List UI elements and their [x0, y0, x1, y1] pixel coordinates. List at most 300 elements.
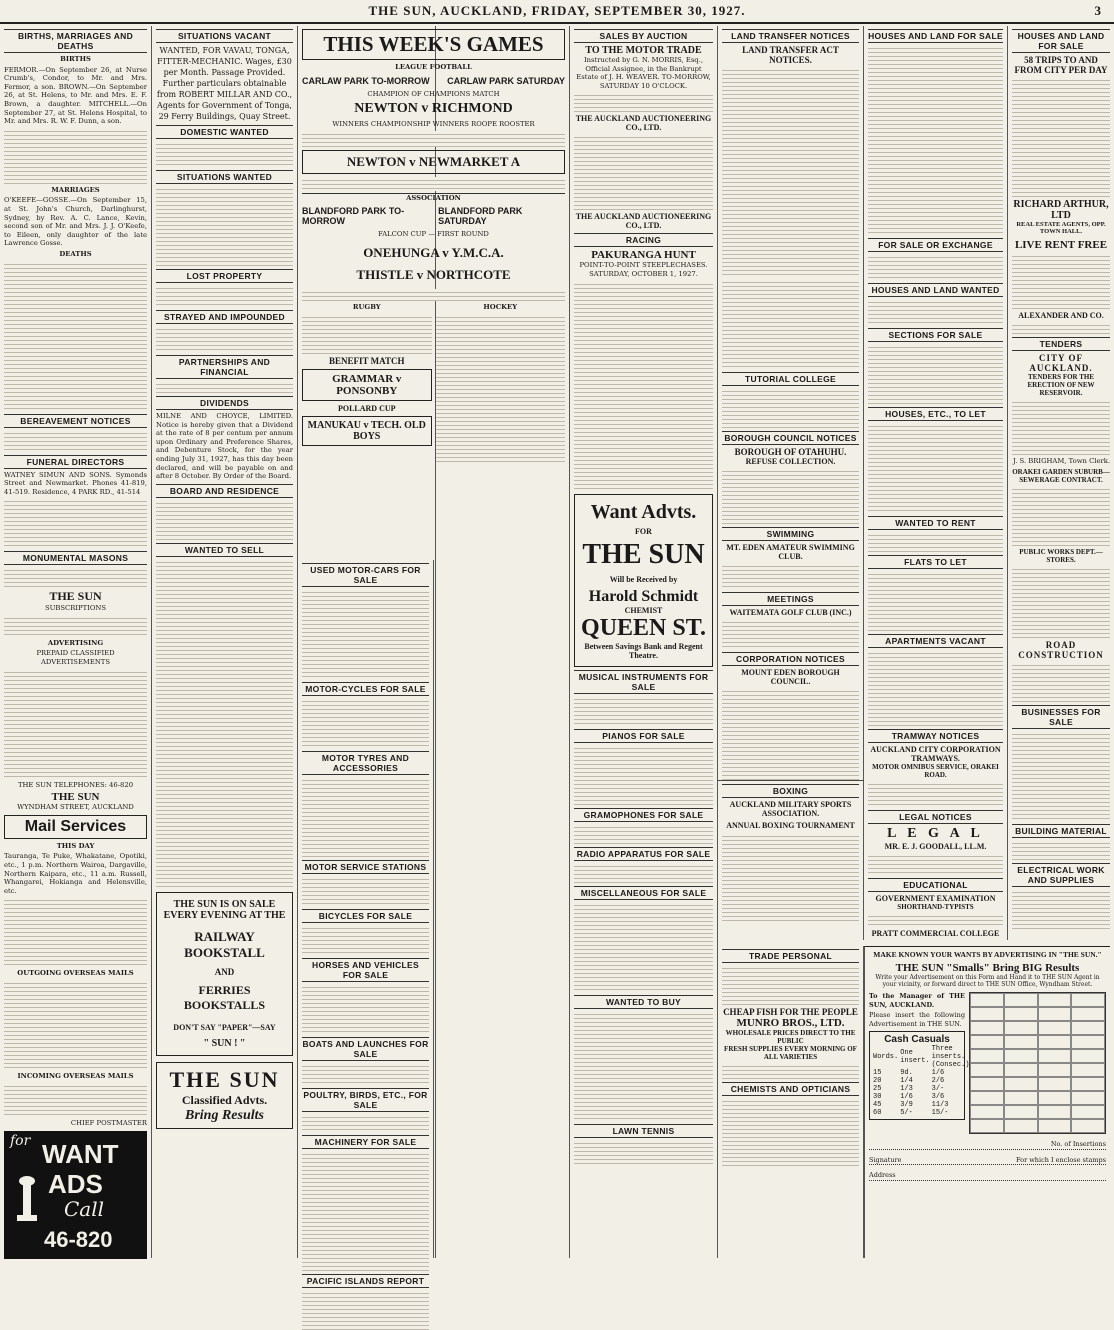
- wanted-rent-heading: WANTED TO RENT: [868, 516, 1003, 530]
- lawn-tennis-text: [574, 1140, 713, 1166]
- golf-club: WAITEMATA GOLF CLUB (INC.): [729, 608, 852, 617]
- rugby-label: RUGBY: [352, 302, 381, 311]
- board-heading: BOARD AND RESIDENCE: [156, 484, 293, 498]
- marriages-label: MARRIAGES: [51, 185, 100, 194]
- wanted-sell-text: [156, 559, 293, 889]
- hockey-text: [436, 314, 566, 464]
- shorthand: SHORTHAND-TYPISTS: [897, 903, 974, 911]
- word-cell[interactable]: [970, 1049, 1004, 1063]
- word-cell[interactable]: [1038, 1021, 1072, 1035]
- cheap-fish: CHEAP FISH FOR THE PEOPLE: [723, 1007, 858, 1017]
- incoming-text: [4, 1083, 147, 1117]
- business-heading: BUSINESSES FOR SALE: [1012, 705, 1110, 729]
- government-exam: GOVERNMENT EXAMINATION: [875, 894, 996, 903]
- rates-row: [872, 1101, 970, 1109]
- tutorial-heading: TUTORIAL COLLEGE: [722, 372, 859, 386]
- smalls-instructions: Write your Advertisement on this Form and Hand it to THE SUN Agent in your vicinity, or forward direct to THE SUN Office, Wyndham Street.: [875, 974, 1100, 988]
- chemists-text: [722, 1098, 859, 1168]
- boxing-block: [718, 780, 864, 940]
- insertions-label: No. of Insertions: [1050, 1140, 1106, 1148]
- smalls-body: [869, 992, 1106, 1134]
- page-number: 3: [1094, 3, 1102, 18]
- houses-let-text: [868, 423, 1003, 513]
- houses-wanted-text: [868, 299, 1003, 325]
- advertising-label: ADVERTISING: [47, 638, 104, 647]
- rate-three: 15/-: [931, 1109, 949, 1118]
- rate-one: 3/9: [900, 1101, 913, 1110]
- funeral-heading: FUNERAL DIRECTORS: [4, 455, 147, 469]
- want-advts-box: [574, 494, 713, 667]
- pakuranga: PAKURANGA HUNT: [591, 249, 696, 262]
- city-auckland: CITY OF AUCKLAND.: [1029, 353, 1093, 373]
- rate-words: 25: [873, 1085, 882, 1094]
- sections-heading: SECTIONS FOR SALE: [868, 328, 1003, 342]
- auction-heading: SALES BY AUCTION: [574, 29, 713, 43]
- word-cell[interactable]: [1071, 1105, 1105, 1119]
- word-cell[interactable]: [1038, 1105, 1072, 1119]
- wanted-sell-heading: WANTED TO SELL: [156, 543, 293, 557]
- wanted-buy-text: [574, 1011, 713, 1121]
- rugby-block: [302, 303, 432, 466]
- word-cell[interactable]: [1004, 1049, 1038, 1063]
- word-cell[interactable]: [1038, 1091, 1072, 1105]
- pacific-text: [302, 1290, 429, 1330]
- alexander: ALEXANDER AND CO.: [1018, 311, 1104, 320]
- word-cell[interactable]: [1071, 1119, 1105, 1133]
- address-line[interactable]: [869, 1171, 1106, 1181]
- legal-text: [868, 853, 1003, 875]
- word-cell[interactable]: [1004, 1063, 1038, 1077]
- rugby-grounds: [302, 314, 432, 354]
- want-advts: Want Advts.: [590, 500, 697, 523]
- horses-heading: HORSES AND VEHICLES FOR SALE: [302, 958, 429, 982]
- match-onehunga: ONEHUNGA v Y.M.C.A.: [363, 244, 504, 260]
- meetings-heading: MEETINGS: [722, 592, 859, 606]
- accessories-text: [302, 777, 429, 857]
- word-cell[interactable]: [1071, 1035, 1105, 1049]
- partnerships-heading: PARTNERSHIPS AND FINANCIAL: [156, 355, 293, 379]
- swimming-text: MT. EDEN AMATEUR SWIMMING CLUB.: [726, 543, 855, 561]
- richard-arthur: RICHARD ARTHUR, LTD: [1013, 199, 1109, 221]
- rate-three: 2/6: [931, 1077, 945, 1086]
- association-details: [302, 289, 565, 301]
- lost-text: [156, 285, 293, 307]
- between-text: Between Savings Bank and Regent Theatre.: [584, 641, 703, 660]
- harold-schmidt: Harold Schmidt: [588, 587, 699, 605]
- word-cell[interactable]: [970, 1077, 1004, 1091]
- word-cell[interactable]: [1038, 1049, 1072, 1063]
- to-manager: To the Manager of THE SUN, AUCKLAND.: [869, 992, 965, 1009]
- telephone-icon: [14, 1173, 40, 1223]
- smalls-panel: [864, 946, 1110, 1258]
- tramway-heading: TRAMWAY NOTICES: [868, 729, 1003, 743]
- railway-bookstall: RAILWAY BOOKSTALL: [184, 928, 265, 960]
- ads-text: ADS: [48, 1169, 103, 1200]
- for-sale-exchange-heading: FOR SALE OR EXCHANGE: [868, 238, 1003, 252]
- for-text: for: [10, 1133, 31, 1150]
- word-cell[interactable]: [1004, 1007, 1038, 1021]
- address-label: Address: [869, 1171, 896, 1180]
- motor-omnibus: MOTOR OMNIBUS SERVICE, ORAKEI ROAD.: [872, 763, 999, 779]
- word-cell[interactable]: [970, 1119, 1004, 1133]
- rate-one: 1/6: [900, 1093, 913, 1102]
- sun-quote: " SUN ! ": [203, 1037, 246, 1049]
- trips: 58 TRIPS TO AND FROM CITY PER DAY: [1014, 55, 1108, 75]
- outgoing-heading: OUTGOING OVERSEAS MAILS: [17, 969, 134, 978]
- rate-words: 45: [873, 1101, 882, 1110]
- strayed-heading: STRAYED AND IMPOUNDED: [156, 310, 293, 324]
- column-6: [864, 26, 1008, 940]
- advertising-sub: PREPAID CLASSIFIED ADVERTISEMENTS: [36, 649, 115, 667]
- houses-sale-heading: HOUSES AND LAND FOR SALE: [868, 31, 1003, 41]
- mail-this-day: THIS DAY: [56, 841, 95, 850]
- word-cell[interactable]: [970, 1105, 1004, 1119]
- pacific-heading: PACIFIC ISLANDS REPORT: [302, 1274, 429, 1288]
- hockey-block: [436, 303, 566, 466]
- column-1: [0, 26, 152, 1258]
- boxing-title: AUCKLAND MILITARY SPORTS ASSOCIATION.: [729, 800, 852, 818]
- public-works: PUBLIC WORKS DEPT.—STORES.: [1019, 547, 1103, 564]
- rate-three: 1/6: [931, 1069, 945, 1078]
- business-text: [1012, 731, 1110, 821]
- borough-heading: BOROUGH COUNCIL NOTICES: [722, 431, 859, 445]
- tramways: AUCKLAND CITY CORPORATION TRAMWAYS.: [870, 745, 1001, 763]
- association-label: ASSOCIATION: [302, 193, 565, 203]
- alexander-text: [1012, 322, 1110, 334]
- masthead-title: THE SUN, AUCKLAND, FRIDAY, SEPTEMBER 30, 1927.: [368, 3, 746, 18]
- word-cell[interactable]: [970, 1035, 1004, 1049]
- boxing-heading: BOXING: [722, 784, 859, 798]
- pakuranga-sub: POINT-TO-POINT STEEPLECHASES. SATURDAY, OCTOBER 1, 1927.: [579, 261, 708, 278]
- incoming-heading: INCOMING OVERSEAS MAILS: [17, 1072, 134, 1080]
- musical-text: [574, 696, 713, 726]
- used-cars-heading: USED MOTOR-CARS FOR SALE: [302, 563, 429, 587]
- fresh-supplies: FRESH SUPPLIES EVERY MORNING OF ALL VARIETIES: [724, 1045, 857, 1061]
- bereavement-heading: BEREAVEMENT NOTICES: [4, 414, 147, 428]
- bicycles-heading: BICYCLES FOR SALE: [302, 909, 429, 923]
- radio-heading: RADIO APPARATUS FOR SALE: [574, 847, 713, 861]
- situations-wanted-heading: SITUATIONS WANTED: [156, 170, 293, 184]
- word-cell[interactable]: [1038, 1007, 1072, 1021]
- boats-heading: BOATS AND LAUNCHES FOR SALE: [302, 1039, 429, 1059]
- motorcycles-heading: MOTOR-CYCLES FOR SALE: [302, 682, 429, 696]
- motor-service-heading: MOTOR SERVICE STATIONS: [302, 860, 429, 874]
- please-insert: Please insert the following Advertisement in THE SUN.: [869, 1011, 965, 1028]
- call-text: Call: [64, 1197, 105, 1222]
- match-thistle: THISTLE v NORTHCOTE: [356, 266, 511, 282]
- match1-note: WINNERS CHAMPIONSHIP WINNERS ROOPE ROOSTER: [332, 120, 535, 129]
- column-5-lower: [718, 946, 864, 1258]
- machinery-heading: MACHINERY FOR SALE: [302, 1135, 429, 1149]
- telephones: THE SUN TELEPHONES: 46-820: [17, 780, 134, 789]
- word-cell[interactable]: [1071, 1091, 1105, 1105]
- wyndham: WYNDHAM STREET, AUCKLAND: [17, 803, 134, 812]
- rates-header: [872, 1045, 970, 1069]
- boxing-text: [722, 833, 859, 923]
- sun-on-sale: THE SUN IS ON SALE EVERY EVENING AT THE: [163, 898, 286, 921]
- monumental-text: [4, 567, 147, 587]
- make-known: MAKE KNOWN YOUR WANTS BY ADVERTISING IN "THE SUN.": [873, 950, 1102, 959]
- rates-row: [872, 1109, 970, 1117]
- word-cell[interactable]: [1004, 1021, 1038, 1035]
- swimming-heading: SWIMMING: [722, 527, 859, 541]
- auctioneers-1: THE AUCKLAND AUCTIONEERING CO., LTD.: [575, 114, 712, 133]
- gramophones-text: [574, 824, 713, 844]
- want-text: WANT: [42, 1139, 119, 1170]
- word-cell[interactable]: [970, 1007, 1004, 1021]
- live-rent-text: [1012, 253, 1110, 309]
- cash-casuals-box: [869, 1031, 970, 1120]
- rate-one: 1/3: [900, 1085, 913, 1094]
- brigham: J. S. BRIGHAM, Town Clerk.: [1013, 457, 1110, 465]
- educational-heading: EDUCATIONAL: [868, 878, 1003, 892]
- word-cell[interactable]: [970, 1091, 1004, 1105]
- corporation-heading: CORPORATION NOTICES: [722, 652, 859, 666]
- lost-heading: LOST PROPERTY: [156, 269, 293, 283]
- subscriptions-text: [4, 615, 147, 637]
- rate-three: 11/3: [931, 1101, 949, 1110]
- word-cell[interactable]: [1038, 993, 1072, 1007]
- word-cell[interactable]: [1071, 1049, 1105, 1063]
- word-cell[interactable]: [1004, 1035, 1038, 1049]
- public-works-text: [1012, 566, 1110, 638]
- educational-text: [868, 913, 1003, 927]
- rates-col-three: Three inserts. (Consec.): [931, 1045, 970, 1070]
- want-ads-call-box: [4, 1131, 147, 1259]
- classified-advts: Classified Advts.: [181, 1092, 268, 1107]
- marriages-text: O'KEEFE—GOSSE.—On September 15, at St. John's Church, Darlinghurst, Sydney, by Rev. A. C. Lance, Kevin, second son of Mr. and Mrs. J. J. O'Keefe, to Eileen, only daughter of the late Lawrence Gosse.: [4, 196, 147, 248]
- blandford-left: BLANDFORD PARK TO-MORROW: [302, 206, 405, 227]
- tenders-heading: TENDERS: [1012, 337, 1110, 351]
- land-title: LAND TRANSFER ACT NOTICES.: [742, 45, 839, 65]
- dont-say: DON'T SAY "PAPER"—SAY: [173, 1022, 276, 1032]
- received-by: Will be Received by: [609, 574, 678, 584]
- partnerships-text: [156, 381, 293, 393]
- pratt-college: PRATT COMMERCIAL COLLEGE: [871, 929, 1000, 938]
- electrical-text: [1012, 889, 1110, 929]
- situations-vacant-text: WANTED, FOR VAVAU, TONGA, FITTER-MECHANIC. Wages, £30 per Month. Passage Provided. Further particulars obtainable from ROBERT MILLAR AND CO., Agents for Government of Tonga, 29 Ferry Buildings, Quay Street.: [156, 46, 293, 121]
- mt-eden-council: MOUNT EDEN BOROUGH COUNCIL.: [741, 668, 840, 686]
- hockey-label: HOCKEY: [483, 302, 518, 311]
- births-text: FERMOR.—On September 26, at Nurse Crumb's, Condor, to Mr. and Mrs. Fermor, a son. BROWN.—On September 26, at St. Helens, to Mr. and Mrs. E. F. Brown, a daughter. MITCHELL.—On September 27, at St. Helens Hospital, to Mr. and Mrs. R. W. F. Dunn, a son.: [4, 65, 147, 126]
- motor-service-text: [302, 876, 429, 906]
- games-heading-box: [302, 29, 565, 60]
- musical-heading: MUSICAL INSTRUMENTS FOR SALE: [574, 670, 713, 694]
- word-cell[interactable]: [1071, 993, 1105, 1007]
- sun-on-sale-box: [156, 892, 293, 1056]
- column-3-classifieds: [298, 560, 434, 1286]
- word-cell[interactable]: [1038, 1035, 1072, 1049]
- bereavement-text: [4, 430, 147, 452]
- live-rent-free: LIVE RENT FREE: [1014, 239, 1108, 251]
- munro-bros: MUNRO BROS., LTD.: [736, 1017, 845, 1029]
- gramophones-heading: GRAMOPHONES FOR SALE: [574, 808, 713, 822]
- rate-one: 5/-: [900, 1109, 913, 1118]
- trips-text: [1012, 77, 1110, 197]
- wholesale: WHOLESALE PRICES DIRECT TO THE PUBLIC: [725, 1029, 856, 1045]
- word-cell[interactable]: [1071, 1063, 1105, 1077]
- houses-sale-text: [868, 45, 1003, 235]
- flats-heading: FLATS TO LET: [868, 555, 1003, 569]
- word-cell[interactable]: [1071, 1021, 1105, 1035]
- the-sun-logo: THE SUN: [169, 1066, 280, 1092]
- falcon-cup: FALCON CUP — FIRST ROUND: [378, 230, 489, 239]
- column-2: [152, 26, 298, 1258]
- road-text: [1012, 662, 1110, 702]
- sun-footer: THE SUN: [51, 791, 100, 804]
- fish-text: [722, 1063, 859, 1079]
- borough-text: [722, 468, 859, 524]
- word-cell[interactable]: [970, 1063, 1004, 1077]
- deaths-label: DEATHS: [59, 249, 92, 258]
- mail-services-heading: Mail Services: [24, 817, 127, 835]
- word-cell[interactable]: [970, 1021, 1004, 1035]
- wanted-buy-heading: WANTED TO BUY: [574, 995, 713, 1009]
- games-heading: THIS WEEK'S GAMES: [323, 32, 544, 56]
- land-text: [722, 67, 859, 277]
- horses-text: [302, 984, 429, 1034]
- want-for: FOR: [635, 526, 652, 536]
- phone-number: 46-820: [44, 1227, 113, 1253]
- match-grammar: GRAMMAR v PONSONBY: [302, 369, 432, 401]
- rates-col-one: One insert.: [900, 1049, 930, 1066]
- mail-services-box: [4, 815, 147, 839]
- ad-word-grid[interactable]: [969, 992, 1106, 1134]
- for-sale-exchange-text: [868, 254, 1003, 280]
- sections-text: [868, 344, 1003, 404]
- pianos-text: [574, 745, 713, 805]
- smalls-left: [869, 992, 970, 1134]
- rates-col-words: Words.: [873, 1053, 899, 1062]
- masthead: [0, 0, 1114, 24]
- enclose-label: For which I enclose stamps: [1016, 1155, 1106, 1164]
- column-4: [570, 26, 718, 1258]
- rates-row: [872, 1069, 970, 1077]
- word-cell[interactable]: [1038, 1119, 1072, 1133]
- signature-line[interactable]: [869, 1156, 1106, 1166]
- rugby-hockey-row: [302, 303, 565, 466]
- flats-text: [868, 571, 1003, 631]
- benefit-match: BENEFIT MATCH: [329, 355, 405, 366]
- poultry-heading: POULTRY, BIRDS, ETC., FOR SALE: [303, 1090, 428, 1110]
- tenders-text: TENDERS FOR THE ERECTION OF NEW RESERVOIR.: [1027, 373, 1095, 397]
- houses-wanted-heading: HOUSES AND LAND WANTED: [868, 283, 1003, 297]
- rates-row: [872, 1093, 970, 1101]
- word-cell[interactable]: [1004, 993, 1038, 1007]
- queen-st: QUEEN ST.: [581, 614, 706, 641]
- building-text: [1012, 840, 1110, 860]
- classified-advts-box: [156, 1062, 293, 1129]
- word-cell[interactable]: [1004, 1091, 1038, 1105]
- radio-text: [574, 863, 713, 883]
- racing-heading: RACING: [574, 233, 713, 247]
- boats-text: [302, 1063, 429, 1085]
- word-cell[interactable]: [1004, 1077, 1038, 1091]
- board-text: [156, 500, 293, 540]
- advertising-text: [4, 669, 147, 779]
- funeral-more: [4, 498, 147, 548]
- births-more: [4, 128, 147, 184]
- machinery-text: [302, 1151, 429, 1271]
- dividends-heading: DIVIDENDS: [156, 396, 293, 410]
- rate-words: 30: [873, 1093, 882, 1102]
- carlaw-left: CARLAW PARK TO-MORROW: [302, 75, 430, 86]
- match1-details: [302, 131, 565, 147]
- domestic-text: [156, 141, 293, 167]
- domestic-heading: DOMESTIC WANTED: [156, 125, 293, 139]
- outgoing-text: [4, 980, 147, 1070]
- legal-heading: LEGAL NOTICES: [868, 810, 1003, 824]
- land-text-2: [722, 279, 859, 369]
- miscellaneous-heading: MISCELLANEOUS FOR SALE: [574, 886, 713, 900]
- word-cell[interactable]: [1071, 1007, 1105, 1021]
- goodall: MR. E. J. GOODALL, LL.M.: [884, 842, 987, 851]
- col7-houses-heading: HOUSES AND LAND FOR SALE: [1012, 29, 1110, 53]
- sun-heading: THE SUN: [49, 589, 102, 604]
- insertions-line[interactable]: [869, 1140, 1106, 1150]
- mail-text: Tauranga, Te Puke, Whakatane, Opotiki, etc., 1 p.m. Northern Wairoa, Dargaville, Northern Kaipara, etc., 11 a.m. Russell, Whangarei, Hokianga and Helensville, etc.: [4, 852, 147, 895]
- word-cell[interactable]: [1038, 1077, 1072, 1091]
- used-cars-text: [302, 589, 429, 679]
- rate-words: 60: [873, 1109, 882, 1118]
- chief-postmaster: CHIEF POSTMASTER: [70, 1118, 147, 1127]
- pakuranga-details: [574, 281, 713, 491]
- rate-words: 15: [873, 1069, 882, 1078]
- road-construction: ROAD CONSTRUCTION: [1018, 639, 1104, 660]
- refuse: REFUSE COLLECTION.: [745, 457, 836, 466]
- word-cell[interactable]: [1038, 1063, 1072, 1077]
- rate-words: 20: [873, 1077, 882, 1086]
- auction-text: Instructed by G. N. MORRIS, Esq., Official Assignee, in the Bankrupt Estate of J. H. WEAVER. TO-MORROW, SATURDAY 10 O'CLOCK.: [576, 56, 711, 90]
- poultry-text: [302, 1114, 429, 1132]
- motor-trade: TO THE MOTOR TRADE: [585, 45, 702, 56]
- dividends-text: MILNE AND CHOYCE, LIMITED. Notice is hereby given that a Dividend at the rate of 8 per centum per annum upon Ordinary and Preference Shares, and Debenture Stock, for the year ending July 31, 1927, has this day been declared, and will be payable on and after 8 October. By Order of the Board.: [156, 412, 293, 481]
- rate-one: 9d.: [900, 1069, 913, 1078]
- situations-vacant-heading: SITUATIONS VACANT: [156, 29, 293, 43]
- word-cell[interactable]: [1004, 1119, 1038, 1133]
- trade-heading: TRADE PERSONAL: [722, 949, 859, 963]
- orakei: ORAKEI GARDEN SUBURB—SEWERAGE CONTRACT.: [1012, 467, 1110, 484]
- otahuhu: BOROUGH OF OTAHUHU.: [734, 447, 847, 457]
- chemists-heading: CHEMISTS AND OPTICIANS: [722, 1082, 859, 1096]
- strayed-text: [156, 326, 293, 352]
- tutorial-text: [722, 388, 859, 428]
- rate-one: 1/4: [900, 1077, 913, 1086]
- land-heading: LAND TRANSFER NOTICES: [722, 29, 859, 43]
- deaths-text: [4, 261, 147, 411]
- houses-let-heading: HOUSES, ETC., TO LET: [868, 407, 1003, 421]
- funeral-text: WATNEY SIMUN AND SONS. Symonds Street and Newmarket. Phones 41-819, 41-519. Residence, 4 PARK RD., 41-514: [4, 470, 147, 496]
- real-estate: REAL ESTATE AGENTS, OPP. TOWN HALL.: [1016, 221, 1106, 235]
- motorcycles-text: [302, 698, 429, 748]
- ferries-bookstalls: FERRIES BOOKSTALLS: [183, 982, 266, 1012]
- births-heading: BIRTHS, MARRIAGES AND DEATHS: [4, 29, 147, 53]
- auction-more: [574, 134, 713, 210]
- trade-text: [722, 965, 859, 1005]
- monumental-heading: MONUMENTAL MASONS: [4, 551, 147, 565]
- accessories-heading: MOTOR TYRES AND ACCESSORIES: [302, 751, 429, 775]
- word-cell[interactable]: [1071, 1077, 1105, 1091]
- word-cell[interactable]: [1004, 1105, 1038, 1119]
- auctioneers-2: THE AUCKLAND AUCTIONEERING CO., LTD.: [575, 212, 712, 231]
- bicycles-text: [302, 925, 429, 955]
- apartments-heading: APARTMENTS VACANT: [868, 634, 1003, 648]
- match2-details: [302, 177, 565, 191]
- rate-three: 3/-: [931, 1085, 945, 1094]
- word-cell[interactable]: [970, 993, 1004, 1007]
- electrical-heading: ELECTRICAL WORK AND SUPPLIES: [1012, 863, 1110, 887]
- swimming-details: [722, 563, 859, 589]
